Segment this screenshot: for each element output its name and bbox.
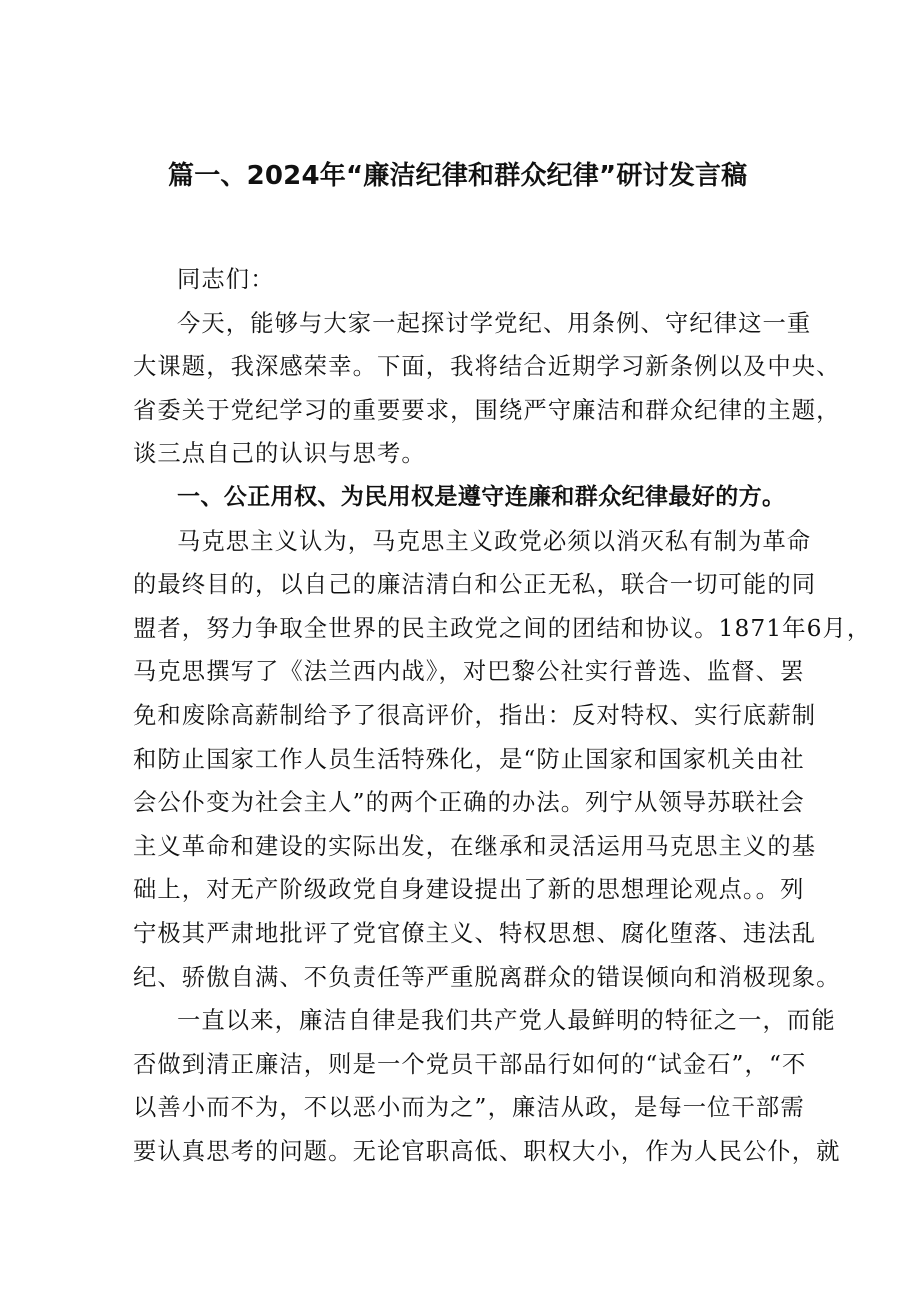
section-heading: 一、公正用权、为民用权是遵守连廉和群众纪律最好的方。 xyxy=(177,483,786,510)
paragraph-line: 础上，对无产阶级政党自身建设提出了新的思想理论观点。。列 xyxy=(133,876,805,904)
document-body xyxy=(133,258,872,1173)
paragraph-line: 省委关于党纪学习的重要要求，围绕严守廉洁和群众纪律的主题， xyxy=(133,396,841,424)
paragraph-line: 大课题，我深感荣幸。下面，我将结合近期学习新条例以及中央、 xyxy=(133,353,841,381)
paragraph-line: 会公仆变为社会主人”的两个正确的办法。列宁从领导苏联社会 xyxy=(133,789,805,817)
paragraph-line: 谈三点自己的认识与思考。 xyxy=(133,440,426,468)
paragraph-line: 的最终目的，以自己的廉洁清白和公正无私，联合一切可能的同 xyxy=(133,571,817,599)
paragraph-line: 主义革命和建设的实际出发，在继承和灵活运用马克思主义的基 xyxy=(133,832,817,860)
paragraph-line: 否做到清正廉洁，则是一个党员干部品行如何的“试金石”，“不 xyxy=(133,1050,807,1078)
paragraph-line: 免和废除高薪制给予了很高评价，指出：反对特权、实行底薪制 xyxy=(133,701,817,729)
paragraph-line: 马克思主义认为，马克思主义政党必须以消灭私有制为革命 xyxy=(177,527,812,555)
paragraph-line: 纪、骄傲自满、不负责任等严重脱离群众的错误倾向和消极现象。 xyxy=(133,963,841,991)
salutation: 同志们： xyxy=(177,266,275,293)
paragraph-line: 盟者，努力争取全世界的民主政党之间的团结和协议。1871年6月， xyxy=(133,614,872,642)
paragraph-line: 今天，能够与大家一起探讨学党纪、用条例、守纪律这一重 xyxy=(177,309,812,337)
paragraph-line: 马克思撰写了《法兰西内战》，对巴黎公社实行普选、监督、罢 xyxy=(133,658,805,686)
paragraph-line: 宁极其严肃地批评了党官僚主义、特权思想、腐化堕落、违法乱 xyxy=(133,919,817,947)
document-title: 篇一、2024年“廉洁纪律和群众纪律”研讨发言稿 xyxy=(168,161,748,191)
paragraph-line: 要认真思考的问题。无论官职高低、职权大小，作为人民公仆，就 xyxy=(133,1137,841,1165)
paragraph-line: 和防止国家工作人员生活特殊化，是“防止国家和国家机关由社 xyxy=(133,745,805,773)
paragraph-line: 以善小而不为，不以恶小而为之”，廉洁从政，是每一位干部需 xyxy=(133,1094,805,1122)
paragraph-line: 一直以来，廉洁自律是我们共产党人最鲜明的特征之一，而能 xyxy=(177,1007,836,1035)
